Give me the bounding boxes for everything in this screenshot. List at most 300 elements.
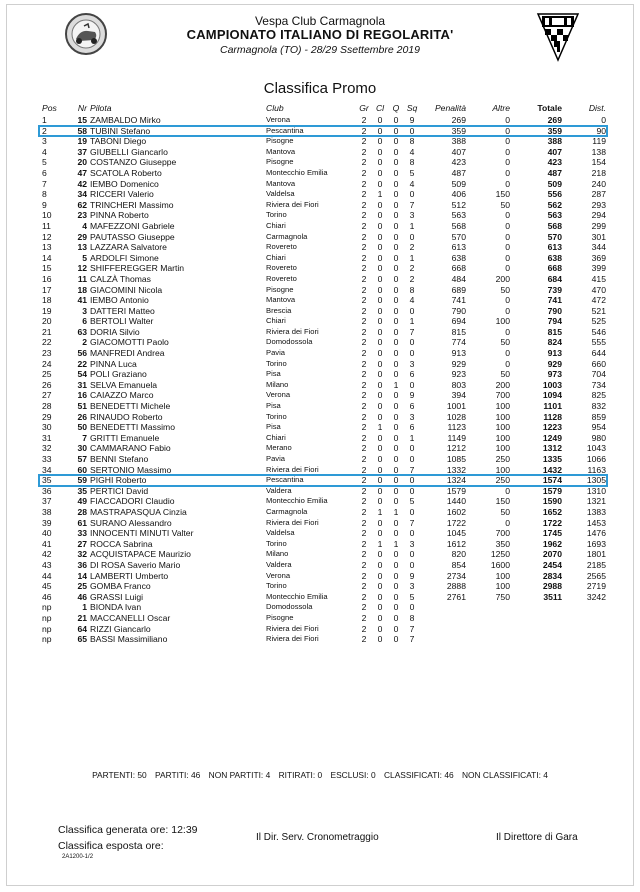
cell-penalita: 613 [451,242,466,253]
cell-totale: 794 [547,316,562,327]
cell-gr: 2 [361,443,367,454]
cell-dist: 240 [591,178,606,189]
cell-penalita: 388 [451,136,466,147]
cell-dist: 704 [591,369,606,380]
cell-nr: 16 [77,390,87,401]
cell-sq: 0 [409,485,415,496]
cell-q: 1 [393,379,399,390]
cell-cl: 0 [377,220,383,231]
cell-cl: 0 [377,443,383,454]
race-director-signature: Il Direttore di Gara [496,832,578,843]
cell-penalita: 694 [451,316,466,327]
cell-pilota: PINNA Luca [90,358,137,369]
cell-pos: 2 [42,125,47,136]
cell-club: Pisa [266,422,281,432]
cell-gr: 2 [361,316,367,327]
cell-pilota: RIZZI Giancarlo [90,623,151,634]
cell-q: 0 [393,252,399,263]
table-row [40,263,606,274]
cell-cl: 0 [377,125,383,136]
cell-cl: 0 [377,559,383,570]
cell-altre [466,613,510,624]
cell-q: 0 [393,401,399,412]
cell-pilota: MASTRAPASQUA Cinzia [90,506,187,517]
cell-totale: 1722 [542,517,562,528]
cell-pos: 34 [42,464,52,475]
cell-altre: 0 [505,115,510,125]
cell-totale: 1962 [542,538,562,549]
cell-nr: 65 [77,634,87,645]
cell-q: 0 [393,210,399,221]
cell-club: Pisa [266,369,281,379]
cell-club: Montecchio Emilia [266,591,328,601]
cell-cl: 0 [377,612,383,623]
cell-gr: 2 [361,326,367,337]
cell-gr: 2 [361,348,367,359]
cell-nr: 34 [77,189,87,200]
table-row [40,528,606,539]
cell-cl: 0 [377,210,383,221]
cell-penalita: 689 [451,284,466,295]
cell-gr: 2 [361,538,367,549]
cell-q: 0 [393,167,399,178]
cell-totale: 487 [547,167,562,178]
document-code: 2A1200-1/2 [62,854,94,860]
cell-totale: 269 [547,115,562,125]
table-row [40,210,606,221]
cell-nr: 51 [77,401,87,412]
cell-club: Carmagnola [266,506,308,516]
cell-penalita: 1028 [446,411,466,422]
cell-nr: 49 [77,496,87,507]
cell-sq: 7 [409,623,415,634]
cell-dist: 1163 [587,464,606,475]
cell-gr: 2 [361,252,367,263]
cell-pos: 41 [42,538,52,549]
cell-altre: 50 [500,284,510,295]
cell-dist: 293 [591,199,606,210]
table-row [40,295,606,306]
cell-pilota: BIONDA Ivan [90,602,142,613]
table-row [40,560,606,571]
cell-gr: 2 [361,559,367,570]
cell-club: Chiari [266,316,286,326]
cell-totale: 1579 [542,485,562,496]
table-row [40,390,606,401]
cell-altre: 0 [505,485,510,496]
cell-cl: 0 [377,401,383,412]
row-highlight-box [38,125,608,138]
cell-gr: 2 [361,485,367,496]
cell-pilota: LAMBERTI Umberto [90,570,169,581]
cell-cl: 0 [377,591,383,602]
cell-pilota: DORIA Silvio [90,326,140,337]
cell-pilota: ZAMBALDO Mirko [90,115,161,125]
cell-q: 0 [393,454,399,464]
cell-club: Montecchio Emilia [266,496,328,506]
stat-partiti: PARTITI: 46 [155,770,201,780]
cell-nr: 36 [77,559,87,570]
cell-dist: 555 [591,337,606,348]
cell-gr: 2 [361,273,367,284]
cell-sq: 0 [409,506,415,517]
cell-gr: 2 [361,189,367,200]
cell-pos: 31 [42,432,52,443]
col-cl-header: Cl [375,103,385,113]
cell-club: Verona [266,570,291,580]
cell-sq: 0 [409,379,415,390]
cell-dist: 0 [601,115,606,125]
cell-pos: np [42,623,52,634]
cell-sq: 8 [409,136,415,147]
cell-altre: 0 [505,305,510,316]
cell-penalita: 269 [451,115,466,125]
cell-gr: 2 [361,295,367,306]
cell-pilota: CAIAZZO Marco [90,390,154,401]
cell-dist: 832 [591,401,606,412]
cell-cl: 0 [377,581,383,592]
cell-totale: 824 [547,337,562,348]
cell-totale: 2070 [542,549,562,560]
cell-cl: 0 [377,284,383,295]
cell-penalita: 774 [451,337,466,348]
cell-nr: 1 [82,602,87,613]
cell-gr: 2 [361,464,367,475]
cell-totale: 1745 [542,528,562,539]
col-pos-header: Pos [42,103,57,113]
cell-cl: 0 [377,454,383,464]
cell-sq: 9 [409,115,415,125]
cell-penalita: 815 [451,326,466,337]
cell-altre [466,634,510,645]
cell-penalita [420,613,466,624]
cell-sq: 3 [409,411,415,422]
cell-cl: 0 [377,623,383,634]
cell-pos: 12 [42,231,52,242]
cell-dist: 1305 [586,475,606,486]
cell-totale: 570 [547,231,562,242]
cell-cl: 0 [377,411,383,422]
cell-pilota: PINNA Roberto [90,210,149,221]
cell-penalita: 2888 [446,581,466,592]
cell-pos: 4 [42,146,47,157]
cell-dist: 825 [591,390,606,401]
cell-cl: 0 [377,358,383,369]
cell-penalita: 568 [451,220,466,231]
cell-altre: 0 [505,210,510,221]
cell-club: Pisogne [266,284,294,294]
cell-q: 0 [393,316,399,327]
cell-cl: 0 [377,157,383,168]
cell-pos: 16 [42,273,52,284]
cell-pilota: CALZÀ Thomas [90,273,151,284]
cell-totale [510,634,562,645]
cell-penalita: 394 [451,390,466,401]
table-row [40,168,606,179]
cell-altre: 1250 [490,549,510,560]
cell-club: Pescantina [266,475,304,485]
table-row [40,613,606,624]
cell-totale: 562 [547,199,562,210]
cell-penalita [420,602,466,613]
cell-q: 0 [393,295,399,306]
cell-dist: 660 [591,358,606,369]
cell-nr: 6 [82,316,87,327]
cell-nr: 29 [77,231,87,242]
col-totale-header: Totale [537,103,562,113]
cell-pos: 37 [42,496,52,507]
cell-club: Torino [266,538,287,548]
cell-penalita: 1440 [446,496,466,507]
cell-sq: 5 [409,496,415,507]
cell-club: Pisogne [266,157,294,167]
generated-time: Classifica generata ore: 12:39 [58,824,198,836]
cell-cl: 0 [377,263,383,274]
cell-penalita: 820 [451,549,466,560]
stat-esclusi: ESCLUSI: 0 [330,770,376,780]
cell-nr: 3 [82,305,87,316]
cell-altre: 150 [495,189,510,200]
cell-pilota: SCATOLA Roberto [90,167,162,178]
cell-club: Carmagnola [266,231,308,241]
cell-pilota: MACCANELLI Oscar [90,612,171,623]
cell-dist [562,634,606,645]
cell-pos: np [42,634,52,645]
cell-nr: 11 [77,273,87,284]
cell-club: Domodossola [266,337,313,347]
cell-sq: 7 [409,464,415,475]
cell-cl: 0 [377,295,383,306]
cell-altre: 0 [505,326,510,337]
cell-pos: 17 [42,284,52,295]
cell-cl: 0 [377,475,383,486]
cell-nr: 60 [77,464,87,475]
table-row [40,306,606,317]
cell-pilota: RINAUDO Roberto [90,411,163,422]
table-row [40,433,606,444]
cell-nr: 23 [77,210,87,221]
table-row [40,602,606,613]
cell-altre [466,624,510,635]
cell-q: 0 [393,305,399,316]
cell-club: Milano [266,379,289,389]
race-statistics [0,770,640,780]
col-altre-header: Altre [492,103,510,113]
cell-altre: 700 [495,528,510,539]
table-row [40,518,606,529]
championship-title: CAMPIONATO ITALIANO DI REGOLARITA' [186,27,454,42]
cell-pilota: POLI Graziano [90,369,147,380]
cell-cl: 0 [377,369,383,380]
cell-altre: 750 [495,591,510,602]
cell-gr: 2 [361,242,367,253]
cell-altre: 250 [495,454,510,464]
table-row [40,285,606,296]
cell-q: 0 [393,612,399,623]
cell-q: 0 [393,485,399,496]
cell-altre: 1600 [490,559,510,570]
cell-penalita: 1722 [446,517,466,528]
cell-penalita: 803 [451,379,466,390]
cell-sq: 6 [409,369,415,380]
cell-club: Verona [266,390,291,400]
cell-penalita: 2761 [446,591,466,602]
cell-dist: 287 [591,189,606,200]
cell-pilota: INNOCENTI MINUTI Valter [90,528,194,539]
cell-nr: 28 [77,506,87,517]
cell-club: Milano [266,549,289,559]
cell-pilota: BERTOLI Walter [90,316,154,327]
table-row [40,274,606,285]
cell-totale [510,613,562,624]
cell-penalita: 423 [451,157,466,168]
cell-penalita: 1602 [446,506,466,517]
cell-penalita: 854 [451,559,466,570]
cell-club: Pavia [266,454,285,463]
cell-gr: 2 [361,602,367,613]
cell-pos: 23 [42,348,52,359]
cell-totale: 1312 [542,443,562,454]
cell-club: Riviera dei Fiori [266,623,319,633]
cell-altre: 0 [505,263,510,274]
cell-nr: 63 [77,326,87,337]
cell-nr: 61 [77,517,87,528]
cell-nr: 31 [77,379,87,390]
cell-pilota: BASSI Massimiliano [90,634,168,645]
cell-pos: 42 [42,549,52,560]
cell-sq: 3 [409,538,415,549]
cell-gr: 2 [361,146,367,157]
cell-cl: 0 [377,379,383,390]
cell-totale: 741 [547,295,562,306]
cell-altre: 100 [495,411,510,422]
cell-nr: 30 [77,443,87,454]
cell-sq: 0 [409,454,415,464]
cell-q: 0 [393,348,399,359]
cell-altre: 0 [505,358,510,369]
cell-pilota: ROCCA Sabrina [90,538,153,549]
cell-totale: 684 [547,273,562,284]
cell-q: 0 [393,157,399,168]
cell-gr: 2 [361,612,367,623]
cell-altre: 0 [505,125,510,136]
cell-nr: 22 [77,358,87,369]
cell-q: 0 [393,263,399,274]
cell-altre: 150 [495,496,510,507]
cell-club: Merano [266,443,292,453]
col-pilota-header: Pilota [90,103,112,113]
cell-altre: 200 [495,379,510,390]
cell-totale: 668 [547,263,562,274]
cell-nr: 5 [82,252,87,263]
table-row [40,624,606,635]
cell-pilota: BENEDETTI Michele [90,401,171,412]
cell-club: Riviera dei Fiori [266,199,319,209]
cell-gr: 2 [361,591,367,602]
cell-nr: 37 [77,146,87,157]
cell-dist: 1383 [586,506,606,517]
cell-pos: 29 [42,411,52,422]
cell-sq: 0 [409,549,415,560]
cell-gr: 2 [361,506,367,517]
cell-club: Mantova [266,146,296,156]
cell-pilota: ARDOLFI Simone [90,252,159,263]
stat-partenti: PARTENTI: 50 [92,770,147,780]
cell-club: Verona [266,115,291,124]
cell-sq: 8 [409,157,415,168]
cell-gr: 2 [361,401,367,412]
cell-q: 0 [393,517,399,528]
cell-dist: 301 [591,231,606,242]
cell-penalita: 484 [451,273,466,284]
cell-q: 0 [393,125,399,136]
cell-pilota: ACQUISTAPACE Maurizio [90,549,191,560]
timing-director-signature: Il Dir. Serv. Cronometraggio [256,832,379,843]
cell-pos: 27 [42,390,52,401]
cell-q: 0 [393,591,399,602]
table-header-row [40,101,606,115]
cell-gr: 2 [361,496,367,507]
cell-pos: 5 [42,157,47,168]
cell-sq: 0 [409,528,415,539]
cell-club: Domodossola [266,602,313,612]
col-nr-header: Nr [77,103,87,113]
cell-totale: 407 [547,146,562,157]
cell-club: Valdelsa [266,189,295,199]
cell-cl: 0 [377,496,383,507]
cell-totale: 815 [547,326,562,337]
organizer-name: Vespa Club Carmagnola [254,14,386,28]
cell-q: 0 [393,358,399,369]
cell-q: 0 [393,411,399,422]
table-row [40,242,606,253]
cell-q: 0 [393,189,399,200]
cell-gr: 2 [361,263,367,274]
cell-q: 0 [393,390,399,401]
cell-pilota: GRASSI Luigi [90,591,144,602]
cell-gr: 2 [361,517,367,528]
cell-altre: 0 [505,167,510,178]
cell-dist: 2185 [586,559,606,570]
cell-dist: 344 [591,242,606,253]
cell-pos: 14 [42,252,52,263]
col-penalita-header: Penalità [434,103,466,113]
cell-club: Torino [266,210,287,220]
cell-sq: 3 [409,210,415,221]
cell-club: Pisogne [266,136,294,146]
cell-gr: 2 [361,528,367,539]
cell-dist: 954 [591,422,606,433]
cell-pilota: CAMMARANO Fabio [90,443,171,454]
cell-pos: 28 [42,401,52,412]
cell-sq: 2 [409,263,415,274]
cell-totale: 1432 [542,464,562,475]
cell-cl: 0 [377,602,383,613]
table-row [40,592,606,603]
cell-pos: 26 [42,379,52,390]
cell-sq: 0 [409,305,415,316]
cell-club: Pisogne [266,612,294,622]
cell-pilota: BENNI Stefano [90,454,149,464]
cell-pilota: MAFEZZONI Gabriele [90,220,175,231]
cell-q: 1 [393,506,399,517]
cell-gr: 2 [361,475,367,486]
cell-q: 1 [393,538,399,549]
cell-nr: 58 [77,125,87,136]
cell-sq: 7 [409,634,415,645]
cell-pos: 36 [42,485,52,496]
table-row [40,147,606,158]
